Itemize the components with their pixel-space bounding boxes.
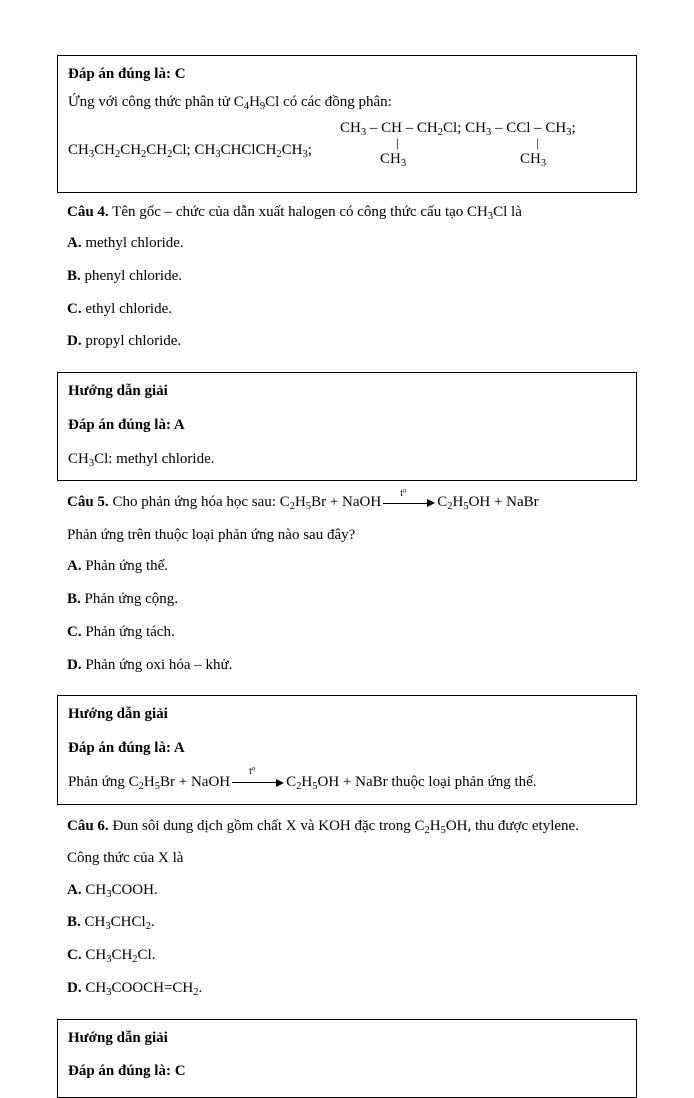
question-6-option-d[interactable]	[67, 978, 627, 1000]
question-4-number: Câu 4.	[67, 204, 109, 220]
question-5-number: Câu 5.	[67, 494, 109, 510]
solution-box-4	[57, 372, 637, 481]
sub-4: 4	[244, 101, 249, 112]
answer-3-intro	[68, 92, 626, 114]
arrow-condition: $t^o$	[400, 486, 406, 501]
solution-6-heading: Hướng dẫn giải	[68, 1028, 626, 1050]
answer-3-title: Đáp án đúng là: C	[68, 64, 626, 86]
solution-box-6	[57, 1019, 637, 1098]
question-6-option-b[interactable]	[67, 912, 627, 934]
methyl-branch-1: $CH_3$	[380, 151, 406, 168]
sub-3: 3	[488, 210, 493, 221]
solution-4-heading: Hướng dẫn giải	[68, 381, 626, 403]
arrow-condition: $t^o$	[249, 765, 255, 780]
question-6-stem	[67, 815, 627, 838]
question-4-option-b[interactable]	[67, 266, 627, 288]
solution-5-equation: $C_2H_5Br$ + NaOH $t^o$ $C_2H_5OH$ + NaBr	[129, 772, 388, 794]
question-6-option-a[interactable]	[67, 880, 627, 902]
option-text: ethyl chloride.	[82, 301, 172, 317]
option-text: Phản ứng tách.	[82, 624, 175, 640]
option-label: D.	[67, 980, 82, 996]
question-4-option-c[interactable]	[67, 299, 627, 321]
option-text: phenyl chloride.	[81, 268, 182, 284]
bond-line-2: |	[536, 135, 539, 151]
question-4-option-a[interactable]	[67, 233, 627, 255]
sub-5: 5	[441, 824, 446, 835]
option-text: propyl chloride.	[82, 333, 182, 349]
question-6-option-c[interactable]	[67, 945, 627, 967]
option-label: B.	[67, 268, 81, 284]
solution-5-suffix: thuộc loại phản ứng thế.	[388, 774, 537, 790]
question-6-text-c: OH, thu được etylene.	[446, 818, 579, 834]
solution-box-5	[57, 695, 637, 804]
question-5-stem	[67, 491, 627, 514]
question-6	[57, 815, 637, 1000]
option-label: C.	[67, 947, 82, 963]
structural-row-bottom	[340, 151, 576, 169]
option-label: A.	[67, 558, 82, 574]
question-4-option-d[interactable]	[67, 331, 627, 353]
question-5-subtext: Phản ứng trên thuộc loại phản ứng nào sau đây?	[67, 524, 627, 547]
bond-line-1: |	[396, 135, 399, 151]
question-5	[57, 491, 637, 676]
solution-4-body-tail: Cl: methyl chloride.	[94, 451, 214, 467]
option-label: C.	[67, 301, 82, 317]
option-label: D.	[67, 333, 82, 349]
option-text: $CH_3CHCl_2$.	[81, 914, 155, 930]
option-text: Phản ứng cộng.	[81, 591, 178, 607]
question-5-option-c[interactable]	[67, 622, 627, 644]
question-5-option-d[interactable]	[67, 655, 627, 677]
solution-5-answer: Đáp án đúng là: A	[68, 738, 626, 760]
sub-9: 9	[260, 101, 265, 112]
option-label: C.	[67, 624, 82, 640]
solution-4-body: $CH_3Cl$: methyl chloride.	[68, 449, 626, 471]
reaction-arrow-icon	[383, 497, 435, 509]
answer-3-intro-c: Cl có các đồng phân:	[265, 94, 392, 110]
methyl-branch-2: $CH_3$	[520, 151, 546, 168]
solution-5-prefix: Phản ứng	[68, 774, 125, 790]
option-text: $CH_3CH_2Cl$.	[82, 947, 156, 963]
solution-5-heading: Hướng dẫn giải	[68, 704, 626, 726]
option-label: B.	[67, 591, 81, 607]
question-5-option-b[interactable]	[67, 589, 627, 611]
answer-box-3	[57, 55, 637, 193]
solution-6-answer: Đáp án đúng là: C	[68, 1061, 626, 1083]
structural-row-bonds	[340, 137, 576, 151]
question-6-number: Câu 6.	[67, 818, 109, 834]
question-6-subtext: Công thức của X là	[67, 847, 627, 870]
sub-2: 2	[424, 824, 429, 835]
question-4	[57, 201, 637, 354]
option-text: methyl chloride.	[82, 235, 184, 251]
option-text: Phản ứng oxi hóa – khử.	[82, 657, 233, 673]
answer-3-intro-a: Ứng với công thức phân tử C	[68, 94, 244, 110]
option-label: D.	[67, 657, 82, 673]
structural-formula-chain: $CH_3CH_2CH_2CH_2Cl$; $CH_3CHClCH_2CH_3$;	[68, 142, 312, 159]
question-4-stem	[67, 201, 627, 224]
option-text: $CH_3COOCH=CH_2$.	[82, 980, 203, 996]
option-text: $CH_3COOH$.	[82, 882, 158, 898]
document-content	[57, 55, 637, 1098]
structural-row-top: $CH_3$ – CH – $CH_2Cl$; $CH_3$ – CCl – $CH_3$;	[340, 120, 576, 137]
structural-formulas	[68, 120, 626, 178]
structural-formula-branched	[340, 120, 576, 169]
option-text: Phản ứng thế.	[82, 558, 168, 574]
question-5-equation: $C_2H_5Br$ + NaOH $t^o$ $C_2H_5OH$ + NaBr	[280, 491, 539, 514]
question-4-text-a: Tên gốc – chức của dẫn xuất halogen có công thức cấu tạo CH	[109, 204, 488, 220]
option-label: B.	[67, 914, 81, 930]
question-5-option-a[interactable]	[67, 556, 627, 578]
solution-5-body	[68, 772, 626, 794]
question-6-text-b: H	[430, 818, 441, 834]
reaction-arrow-icon	[232, 776, 284, 788]
option-label: A.	[67, 882, 82, 898]
question-6-text-a: Đun sôi dung dịch gồm chất X và KOH đặc trong C	[109, 818, 425, 834]
question-4-text-b: Cl là	[493, 204, 522, 220]
answer-3-intro-b: H	[249, 94, 260, 110]
option-label: A.	[67, 235, 82, 251]
solution-4-answer: Đáp án đúng là: A	[68, 415, 626, 437]
question-5-text: Cho phản ứng hóa học sau:	[109, 494, 276, 510]
